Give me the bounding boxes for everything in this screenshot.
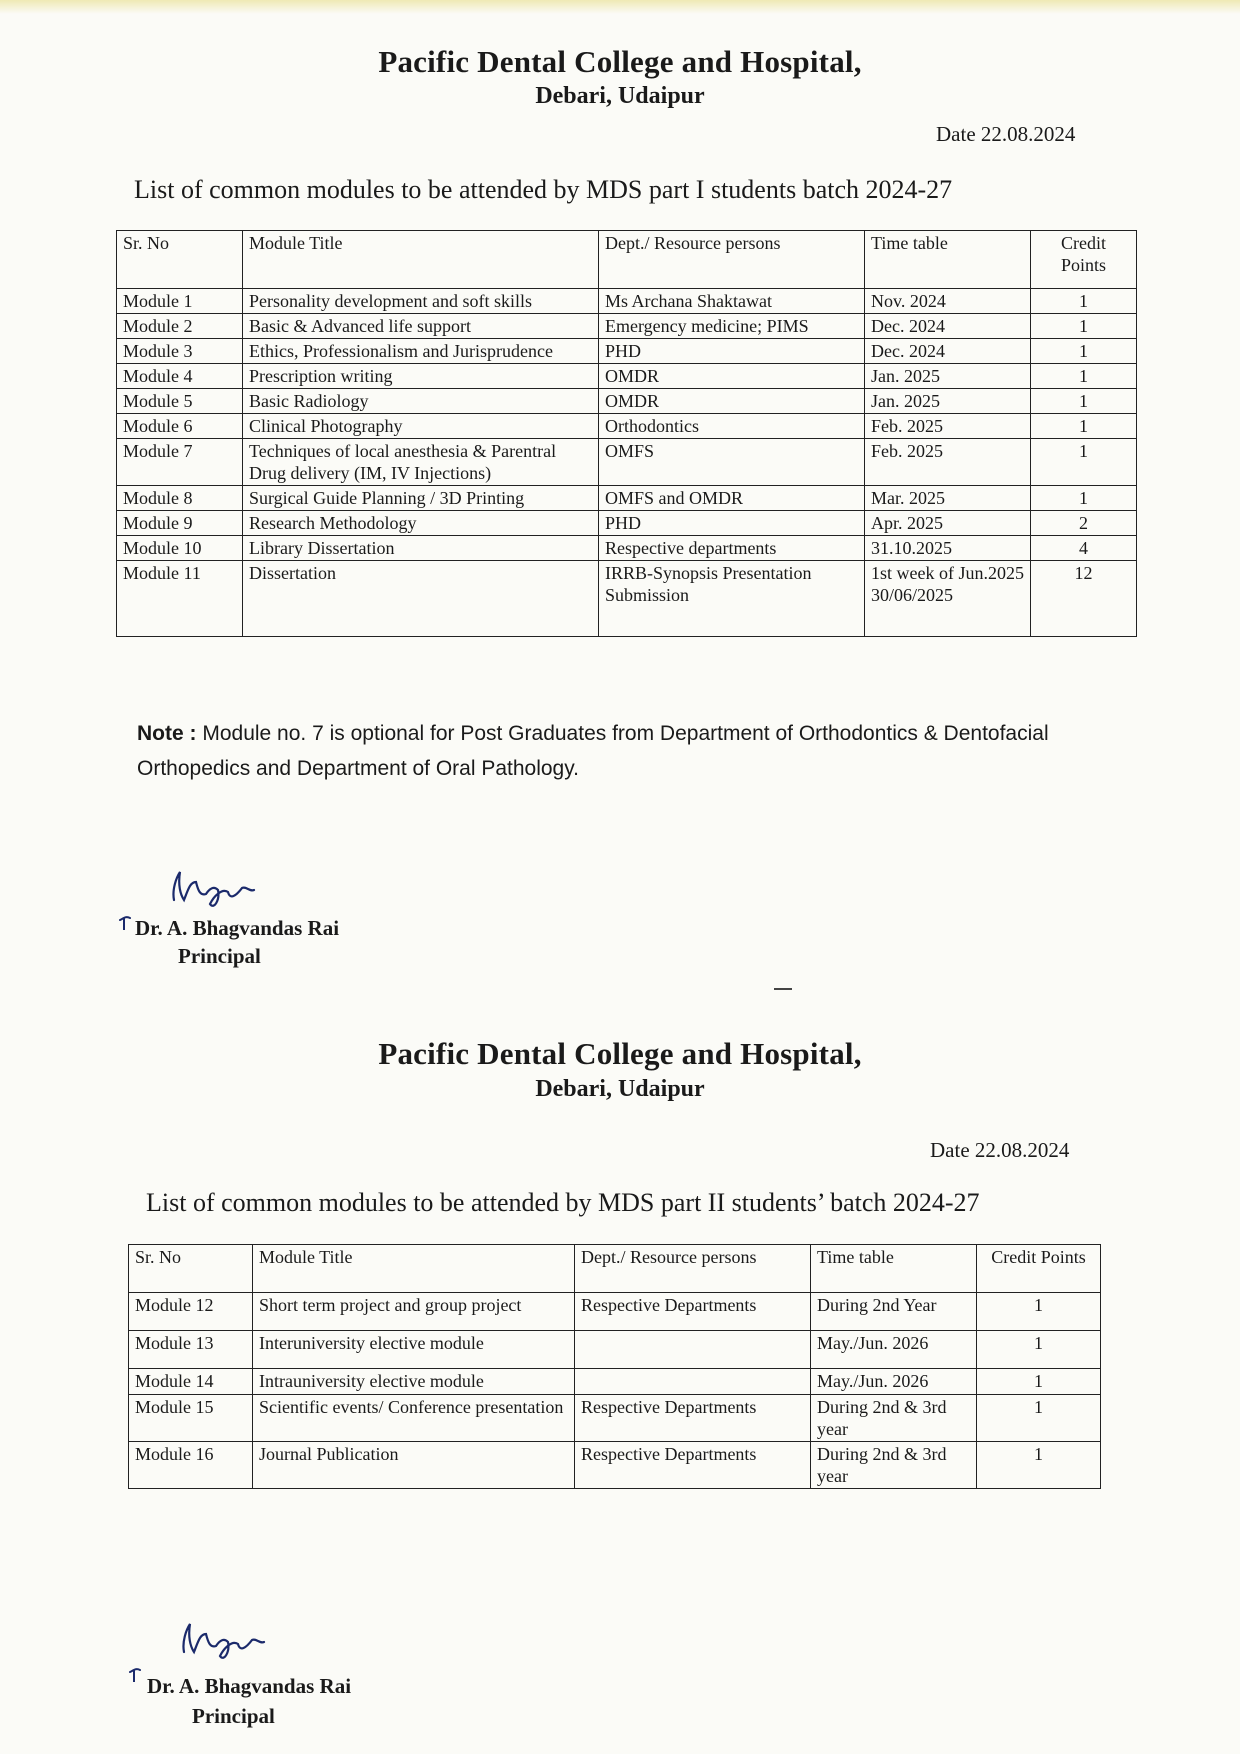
header-dept: Dept./ Resource persons (599, 231, 865, 289)
cell-sr: Module 4 (117, 364, 243, 389)
cell-title: Techniques of local anesthesia & Parentral Drug delivery (IM, IV Injections) (243, 439, 599, 486)
paper-edge (0, 0, 1240, 14)
cell-dept: Emergency medicine; PIMS (599, 314, 865, 339)
table-row (129, 1331, 1101, 1369)
table-row (117, 439, 1137, 486)
cell-dept: PHD (599, 511, 865, 536)
signatory-role: Principal (192, 1704, 275, 1728)
list-title: List of common modules to be attended by MDS part II students’ batch 2024-27 (146, 1188, 980, 1217)
cell-title: Ethics, Professionalism and Jurisprudence (243, 339, 599, 364)
cell-title: Basic & Advanced life support (243, 314, 599, 339)
cell-dept: PHD (599, 339, 865, 364)
cell-dept: Respective departments (599, 536, 865, 561)
signatory-name: Dr. A. Bhagvandas Rai (135, 916, 340, 940)
cell-credit: 1 (1031, 439, 1137, 486)
header-credit-points: Credit Points (1031, 231, 1137, 289)
modules-table-part-1 (116, 230, 1137, 637)
cell-credit: 1 (1031, 389, 1137, 414)
table-header-row (129, 1245, 1101, 1293)
cell-time: Mar. 2025 (865, 486, 1031, 511)
signatory-role: Principal (178, 944, 261, 968)
cell-dept (575, 1369, 811, 1395)
cell-dept: OMFS (599, 439, 865, 486)
note-text: Module no. 7 is optional for Post Graduates from Department of Orthodontics & Dentofacial Orthopedics and Department of Oral Pathology. (137, 722, 1049, 780)
college-name: Pacific Dental College and Hospital, (378, 44, 862, 79)
cell-sr: Module 16 (129, 1442, 253, 1489)
table-row (117, 511, 1137, 536)
cell-title: Dissertation (243, 561, 599, 637)
cell-time: Jan. 2025 (865, 364, 1031, 389)
cell-title: Research Methodology (243, 511, 599, 536)
cell-credit: 1 (1031, 486, 1137, 511)
cell-dept: OMFS and OMDR (599, 486, 865, 511)
table-row (117, 314, 1137, 339)
cell-credit: 4 (1031, 536, 1137, 561)
cell-credit: 1 (1031, 414, 1137, 439)
cell-sr: Module 10 (117, 536, 243, 561)
cell-dept: Respective Departments (575, 1442, 811, 1489)
cell-sr: Module 2 (117, 314, 243, 339)
cell-credit: 1 (977, 1369, 1101, 1395)
cell-dept: Ms Archana Shaktawat (599, 289, 865, 314)
cell-dept: OMDR (599, 364, 865, 389)
cell-credit: 1 (977, 1331, 1101, 1369)
cell-time: Dec. 2024 (865, 314, 1031, 339)
college-name: Pacific Dental College and Hospital, (378, 1036, 862, 1071)
cell-credit: 1 (977, 1395, 1101, 1442)
table-row (117, 289, 1137, 314)
table-row (117, 486, 1137, 511)
note-label: Note : (137, 722, 197, 745)
cell-dept: IRRB-Synopsis Presentation Submission (599, 561, 865, 637)
cell-title: Scientific events/ Conference presentation (253, 1395, 575, 1442)
cell-title: Intrauniversity elective module (253, 1369, 575, 1395)
table-row (117, 561, 1137, 637)
cell-time: May./Jun. 2026 (811, 1369, 977, 1395)
cell-dept (575, 1331, 811, 1369)
header-sr-no: Sr. No (117, 231, 243, 289)
cell-time: Apr. 2025 (865, 511, 1031, 536)
cell-time: During 2nd Year (811, 1293, 977, 1331)
cell-sr: Module 6 (117, 414, 243, 439)
cell-sr: Module 13 (129, 1331, 253, 1369)
cell-dept: Respective Departments (575, 1395, 811, 1442)
issue-date: Date 22.08.2024 (936, 122, 1076, 146)
header-sr-no: Sr. No (129, 1245, 253, 1293)
cell-sr: Module 9 (117, 511, 243, 536)
header-dept: Dept./ Resource persons (575, 1245, 811, 1293)
cell-sr: Module 3 (117, 339, 243, 364)
table-row (117, 364, 1137, 389)
cell-title: Interuniversity elective module (253, 1331, 575, 1369)
cell-time: 1st week of Jun.2025 30/06/2025 (865, 561, 1031, 637)
header-time-table: Time table (811, 1245, 977, 1293)
note (137, 716, 1097, 786)
college-city: Debari, Udaipur (535, 83, 705, 109)
cell-sr: Module 1 (117, 289, 243, 314)
principal-signature (120, 1612, 310, 1682)
header-module-title: Module Title (243, 231, 599, 289)
separator-mark (774, 988, 792, 990)
table-header-row (117, 231, 1137, 289)
cell-time: 31.10.2025 (865, 536, 1031, 561)
cell-time: Nov. 2024 (865, 289, 1031, 314)
table-row (117, 536, 1137, 561)
cell-credit: 1 (977, 1442, 1101, 1489)
header-module-title: Module Title (253, 1245, 575, 1293)
cell-credit: 1 (1031, 364, 1137, 389)
cell-time: Dec. 2024 (865, 339, 1031, 364)
cell-time: Jan. 2025 (865, 389, 1031, 414)
cell-sr: Module 5 (117, 389, 243, 414)
college-city: Debari, Udaipur (535, 1076, 705, 1102)
cell-title: Journal Publication (253, 1442, 575, 1489)
cell-sr: Module 12 (129, 1293, 253, 1331)
cell-sr: Module 15 (129, 1395, 253, 1442)
cell-sr: Module 8 (117, 486, 243, 511)
header-time-table: Time table (865, 231, 1031, 289)
cell-time: Feb. 2025 (865, 414, 1031, 439)
cell-title: Library Dissertation (243, 536, 599, 561)
cell-credit: 12 (1031, 561, 1137, 637)
cell-credit: 1 (1031, 339, 1137, 364)
table-row (117, 339, 1137, 364)
cell-sr: Module 11 (117, 561, 243, 637)
table-row (129, 1395, 1101, 1442)
cell-credit: 1 (1031, 289, 1137, 314)
cell-dept: Orthodontics (599, 414, 865, 439)
table-row (117, 414, 1137, 439)
cell-credit: 1 (1031, 314, 1137, 339)
cell-title: Short term project and group project (253, 1293, 575, 1331)
cell-time: May./Jun. 2026 (811, 1331, 977, 1369)
cell-credit: 2 (1031, 511, 1137, 536)
cell-title: Basic Radiology (243, 389, 599, 414)
cell-title: Surgical Guide Planning / 3D Printing (243, 486, 599, 511)
list-title: List of common modules to be attended by MDS part I students batch 2024-27 (134, 175, 953, 204)
signatory-name: Dr. A. Bhagvandas Rai (147, 1674, 352, 1698)
table-row (129, 1442, 1101, 1489)
cell-dept: Respective Departments (575, 1293, 811, 1331)
cell-time: During 2nd & 3rd year (811, 1442, 977, 1489)
cell-title: Prescription writing (243, 364, 599, 389)
cell-dept: OMDR (599, 389, 865, 414)
cell-title: Clinical Photography (243, 414, 599, 439)
cell-credit: 1 (977, 1293, 1101, 1331)
cell-time: Feb. 2025 (865, 439, 1031, 486)
cell-sr: Module 14 (129, 1369, 253, 1395)
cell-sr: Module 7 (117, 439, 243, 486)
table-row (129, 1369, 1101, 1395)
issue-date: Date 22.08.2024 (930, 1138, 1070, 1162)
table-row (117, 389, 1137, 414)
cell-time: During 2nd & 3rd year (811, 1395, 977, 1442)
cell-title: Personality development and soft skills (243, 289, 599, 314)
header-credit-points: Credit Points (977, 1245, 1101, 1293)
modules-table-part-2 (128, 1244, 1101, 1489)
table-row (129, 1293, 1101, 1331)
